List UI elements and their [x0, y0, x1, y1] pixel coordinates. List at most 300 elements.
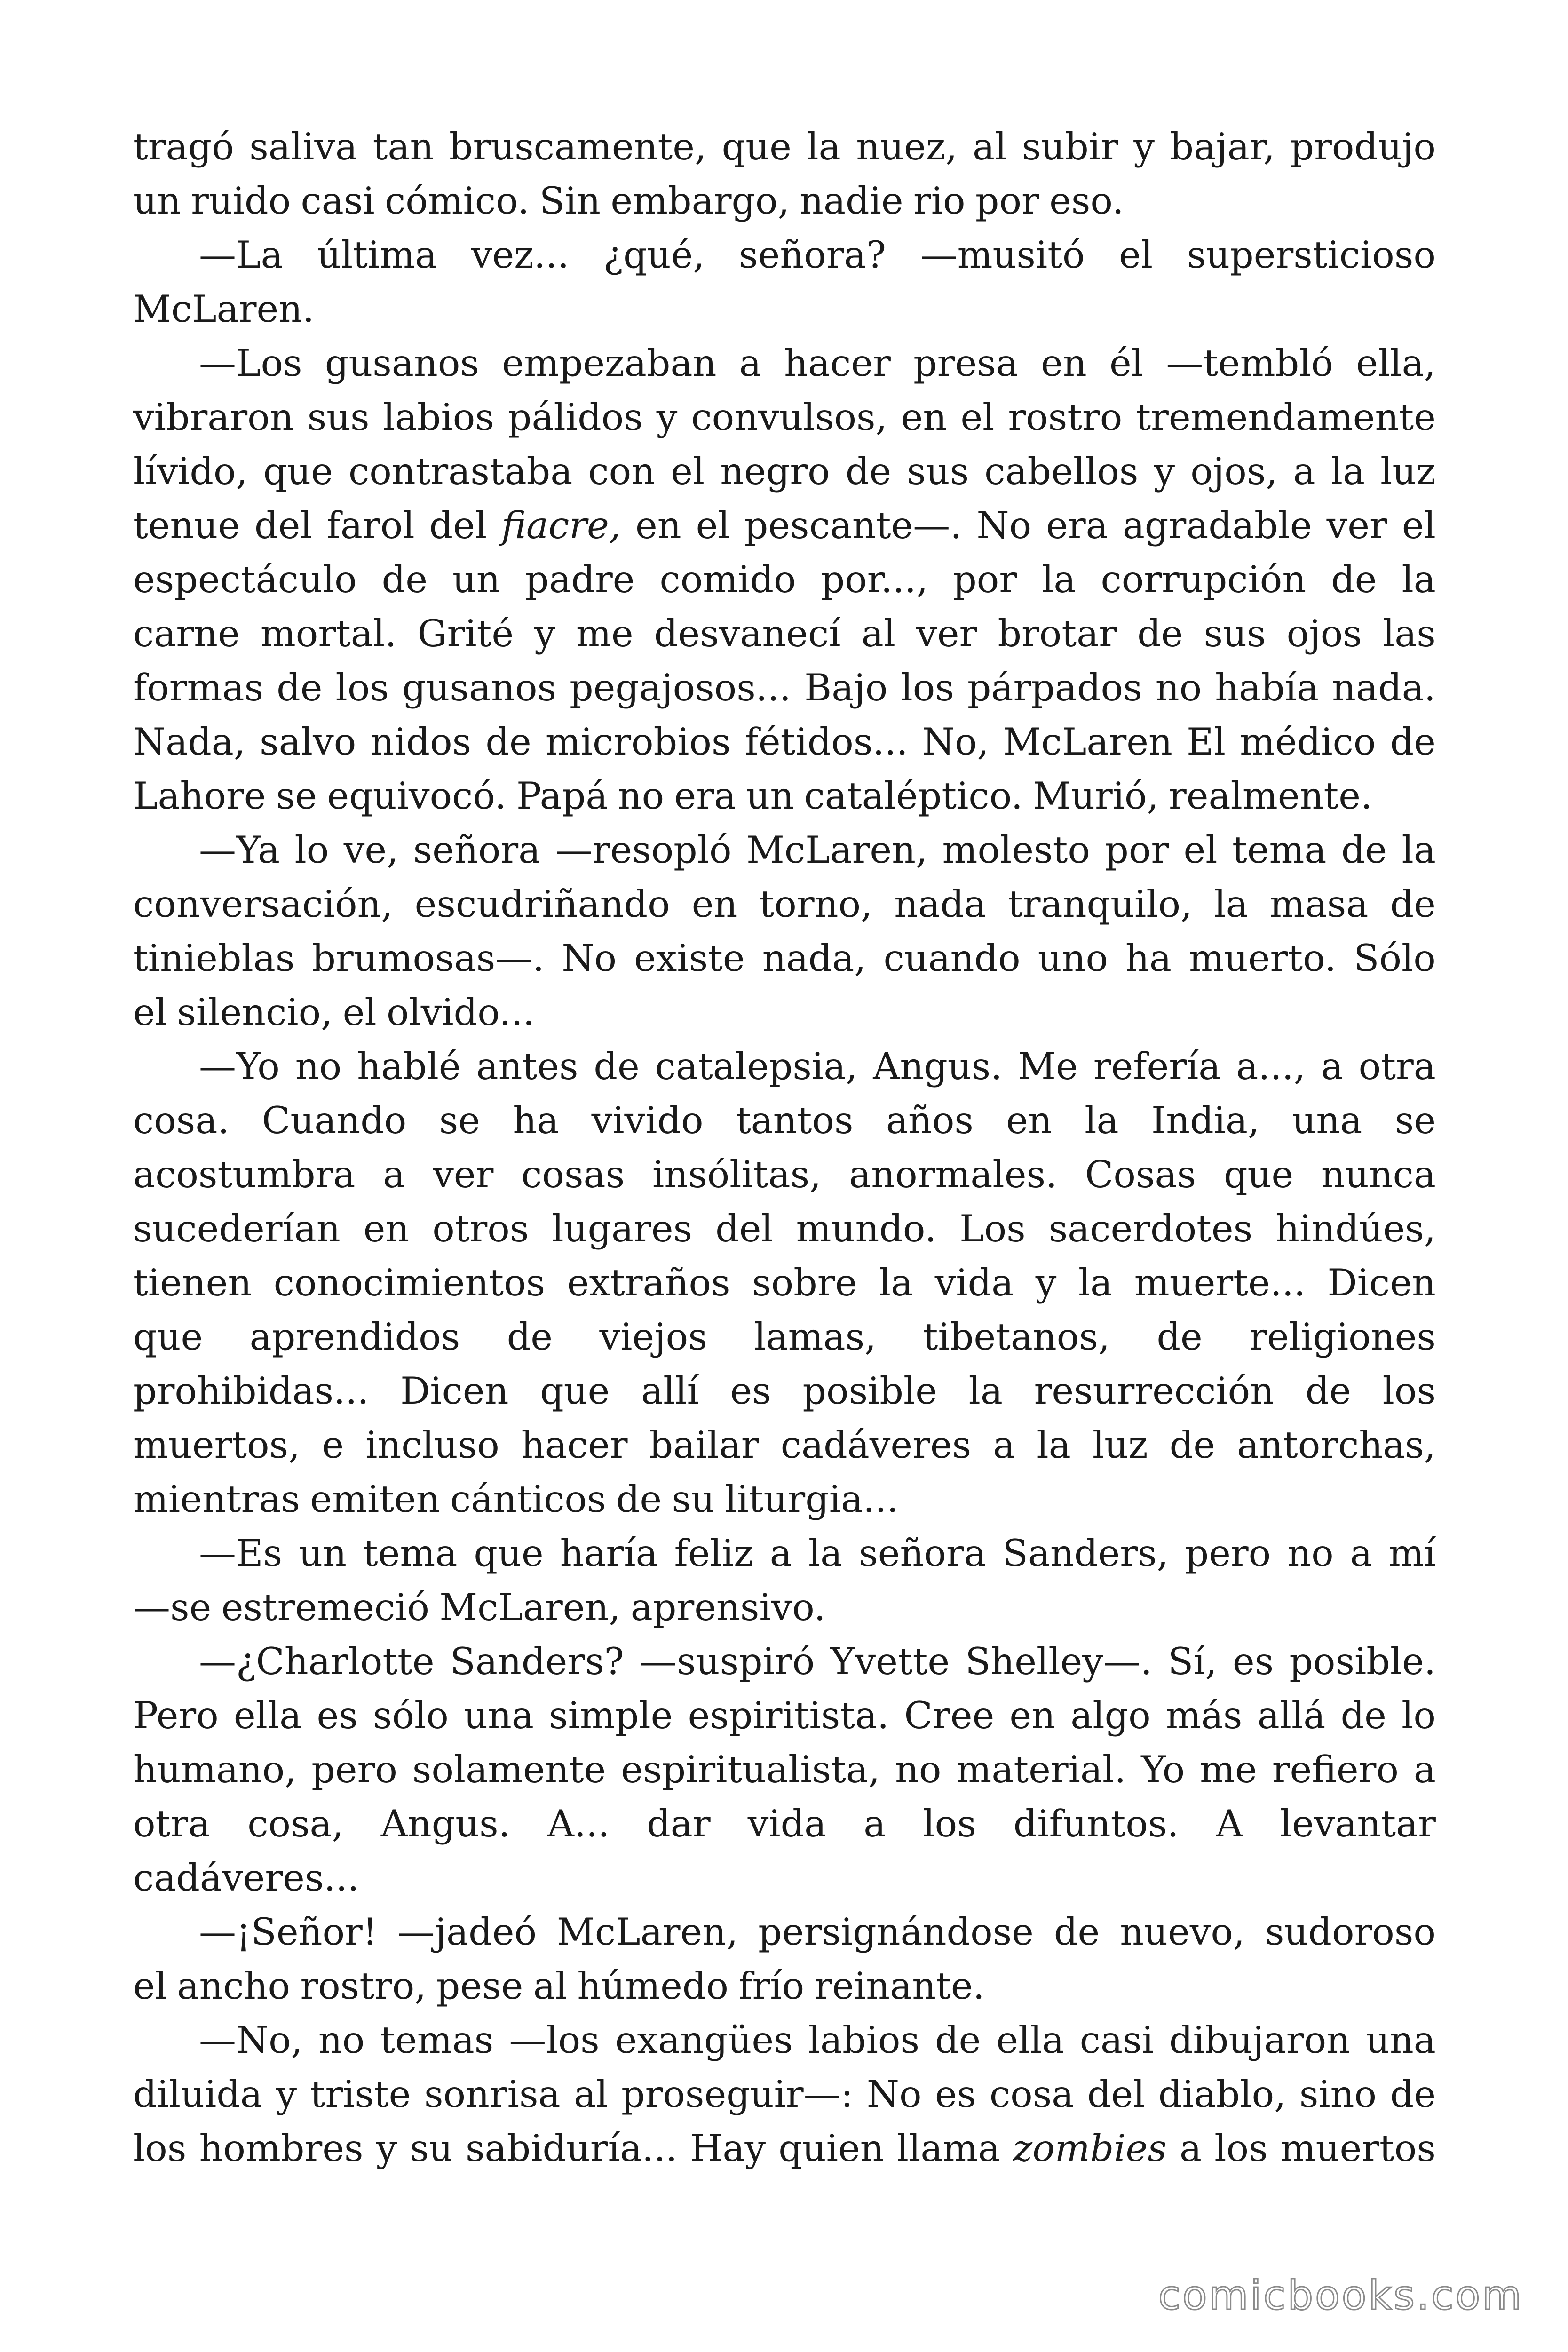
word: a — [863, 1802, 886, 1845]
word: a — [1293, 450, 1315, 493]
word: y — [376, 2127, 397, 2170]
word: el — [342, 991, 377, 1034]
word: —Yo — [199, 1045, 280, 1088]
word: farol — [326, 504, 415, 547]
text-line — [133, 2067, 1436, 2122]
word: la — [1037, 1423, 1071, 1467]
word: que — [1223, 1153, 1294, 1196]
word: luz — [1092, 1423, 1148, 1467]
text-line — [133, 1310, 1436, 1364]
word: conversación, — [133, 882, 393, 926]
word: Me — [1018, 1045, 1078, 1088]
word: —resopló — [555, 828, 732, 872]
word: material. — [956, 1748, 1126, 1791]
text-line — [133, 1202, 1436, 1256]
word: Hay — [690, 2127, 766, 2170]
text-line — [133, 1581, 1436, 1635]
word: cosa. — [133, 1099, 230, 1142]
text-line — [133, 985, 1436, 1040]
word: —suspiró — [640, 1640, 815, 1683]
word: allá — [1257, 1694, 1326, 1737]
word: —se — [133, 1586, 212, 1629]
word: lo — [1402, 1694, 1436, 1737]
text-line — [133, 1905, 1436, 1959]
word: quien — [778, 2127, 884, 2170]
text-line — [133, 1040, 1436, 1094]
word: escudriñando — [414, 882, 670, 926]
word: catalepsia, — [655, 1045, 858, 1088]
word: triste — [310, 2073, 411, 2116]
text-line — [133, 1797, 1436, 1851]
word: no — [618, 774, 665, 818]
word: algo — [1070, 1694, 1151, 1737]
word: de — [1331, 558, 1377, 601]
word: conocimientos — [273, 1261, 546, 1304]
word: médico — [1240, 720, 1376, 763]
word: olvido... — [386, 991, 535, 1034]
word: ojos — [1286, 612, 1362, 655]
word: pescante—. — [744, 504, 962, 547]
word: padre — [525, 558, 635, 601]
word: no — [318, 2018, 365, 2062]
word: nuez, — [856, 125, 958, 168]
word: cuando — [883, 937, 1021, 980]
word: era — [1046, 504, 1108, 547]
word: lo — [294, 828, 329, 872]
text-line — [133, 661, 1436, 715]
word: tienen — [133, 1261, 252, 1304]
word: No — [976, 504, 1032, 547]
text-line — [133, 1256, 1436, 1310]
word: sucederían — [133, 1207, 341, 1250]
text-line — [133, 2013, 1436, 2067]
word: —Es — [199, 1532, 283, 1575]
word: McLaren — [1003, 720, 1172, 763]
word: —¿Charlotte — [199, 1640, 435, 1683]
word: El — [1187, 720, 1226, 763]
word: sobre — [752, 1261, 857, 1304]
word: convulsos, — [691, 396, 887, 439]
word: diablo, — [1158, 2073, 1286, 2116]
word: de — [277, 666, 323, 709]
word: por — [953, 558, 1017, 601]
word: hindúes, — [1275, 1207, 1436, 1250]
word: la — [879, 1261, 913, 1304]
word: carne — [133, 612, 240, 655]
word: ver — [916, 612, 977, 655]
word: exangües — [615, 2018, 793, 2062]
word: lugares — [552, 1207, 693, 1250]
word: Sanders? — [450, 1640, 624, 1683]
word: tinieblas — [133, 937, 295, 980]
word: de — [616, 1478, 662, 1521]
word: y — [1035, 1261, 1057, 1304]
word: ella, — [1356, 342, 1436, 385]
word: un — [299, 1532, 347, 1575]
word: Bajo — [804, 666, 888, 709]
word: y — [656, 396, 678, 439]
word: tibetanos, — [923, 1315, 1110, 1359]
word: que — [540, 1369, 610, 1413]
word: Murió, — [1033, 774, 1159, 818]
word: Los — [959, 1207, 1026, 1250]
word: al — [574, 2073, 608, 2116]
word: espectáculo — [133, 558, 357, 601]
word: los — [923, 1802, 976, 1845]
word: los — [1214, 2127, 1268, 2170]
word: en — [363, 1207, 410, 1250]
watermark: comicbooks.com — [1158, 2272, 1523, 2319]
word: con — [588, 450, 656, 493]
word: supersticioso — [1187, 233, 1436, 277]
text-line — [133, 174, 1436, 228]
word: párpados — [967, 666, 1142, 709]
word: mientras — [133, 1478, 300, 1521]
word: tragó — [133, 125, 234, 168]
word: Dicen — [1327, 1261, 1436, 1304]
word: —No, — [199, 2018, 303, 2062]
word: a — [769, 1532, 792, 1575]
word: pálidos — [507, 396, 643, 439]
word: solamente — [412, 1748, 606, 1791]
word: de — [507, 1315, 553, 1359]
text-line — [133, 1959, 1436, 2013]
word: cadáveres... — [133, 1856, 359, 1899]
word: emiten — [310, 1478, 440, 1521]
word: ancho — [177, 1964, 291, 2008]
word: corrupción — [1101, 558, 1307, 601]
word: persignándose — [758, 1910, 1034, 1954]
word: su — [410, 2127, 453, 2170]
word: que — [474, 1532, 544, 1575]
text-line — [133, 1094, 1436, 1148]
text-line — [133, 1472, 1436, 1526]
word: un — [133, 179, 181, 222]
word: Pero — [133, 1694, 219, 1737]
word: dar — [647, 1802, 711, 1845]
word: muertos, — [133, 1423, 301, 1467]
word: ella — [996, 2018, 1064, 2062]
page-text — [133, 120, 1436, 2176]
text-line — [133, 769, 1436, 823]
word: hablé — [357, 1045, 461, 1088]
word: y — [534, 612, 555, 655]
word: el — [133, 1964, 167, 2008]
word: a — [993, 1423, 1015, 1467]
text-line — [133, 445, 1436, 499]
word: de — [1156, 1315, 1203, 1359]
word: Cree — [904, 1694, 995, 1737]
word: desvanecí — [654, 612, 841, 655]
word: frío — [738, 1964, 805, 2008]
word: al — [861, 612, 896, 655]
word: espiritualista, — [621, 1748, 880, 1791]
word: tenue — [133, 504, 240, 547]
word: rostro, — [300, 1964, 427, 2008]
word: ver — [433, 1153, 494, 1196]
word: —La — [199, 233, 283, 277]
word: posible — [802, 1369, 937, 1413]
word: mortal. — [260, 612, 397, 655]
word: por — [975, 179, 1039, 222]
word: liturgia... — [725, 1478, 899, 1521]
word: refería — [1093, 1045, 1221, 1088]
word: Cuando — [261, 1099, 407, 1142]
word: estremeció — [221, 1586, 429, 1629]
text-line — [133, 390, 1436, 445]
word: pero — [1185, 1532, 1271, 1575]
word: nadie — [800, 179, 903, 222]
word: de — [1340, 1694, 1386, 1737]
word: de — [1341, 828, 1387, 872]
word: e — [322, 1423, 344, 1467]
word: el — [133, 991, 167, 1034]
word: religiones — [1249, 1315, 1436, 1359]
word: labios — [383, 396, 494, 439]
word: sus — [907, 450, 969, 493]
word: más — [1165, 1694, 1243, 1737]
text-line — [133, 1851, 1436, 1905]
word: —los — [509, 2018, 600, 2062]
word: —musitó — [920, 233, 1085, 277]
word: ha — [513, 1099, 559, 1142]
word: la — [1402, 558, 1436, 601]
word: rio — [913, 179, 966, 222]
text-line — [133, 1418, 1436, 1472]
word: Angus. — [873, 1045, 1003, 1088]
word: no — [295, 1045, 342, 1088]
word: empezaban — [502, 342, 717, 385]
word: en — [1006, 1099, 1052, 1142]
word: sino — [1299, 2073, 1377, 2116]
word: Papá — [516, 774, 608, 818]
word: un — [452, 558, 500, 601]
word: prohibidas... — [133, 1369, 369, 1413]
word: vez... — [471, 233, 570, 277]
word: del — [254, 504, 312, 547]
word: vibraron — [133, 396, 294, 439]
word: tan — [372, 125, 434, 168]
word: antes — [476, 1045, 578, 1088]
word: ha — [1125, 937, 1172, 980]
text-line — [133, 1526, 1436, 1581]
word: nidos — [370, 720, 472, 763]
word: cosa, — [247, 1802, 344, 1845]
word: el — [671, 450, 705, 493]
word: de — [1137, 612, 1183, 655]
word: cómico. — [384, 179, 530, 222]
word: los — [335, 666, 389, 709]
word: sólo — [372, 1694, 449, 1737]
word: difuntos. — [1013, 1802, 1179, 1845]
word: era — [674, 774, 736, 818]
word: a..., — [1236, 1045, 1306, 1088]
text-line — [133, 228, 1436, 282]
word: sabiduría... — [465, 2127, 678, 2170]
word: que — [721, 125, 792, 168]
word: húmedo — [577, 1964, 729, 2008]
word: cosas — [521, 1153, 625, 1196]
word: bajar, — [1170, 125, 1275, 168]
text-line — [133, 1364, 1436, 1418]
text-line — [133, 1743, 1436, 1797]
word: No, — [922, 720, 989, 763]
word: zombies — [1013, 2127, 1167, 2170]
word: microbios — [545, 720, 731, 763]
word: el — [696, 504, 730, 547]
word: Nada, — [133, 720, 246, 763]
word: proseguir—: — [621, 2073, 854, 2116]
word: muerte... — [1134, 1261, 1306, 1304]
word: masa — [1269, 882, 1369, 926]
word: molesto — [942, 828, 1090, 872]
word: incluso — [365, 1423, 499, 1467]
word: no — [1155, 666, 1202, 709]
word: refiero — [1272, 1748, 1399, 1791]
word: se — [276, 774, 317, 818]
word: que — [263, 450, 333, 493]
word: McLaren, — [557, 1910, 738, 1954]
word: el — [1119, 233, 1153, 277]
word: Sí, — [1168, 1640, 1217, 1683]
word: de — [594, 1045, 640, 1088]
word: viejos — [599, 1315, 707, 1359]
word: Lahore — [133, 774, 266, 818]
word: una — [1366, 2018, 1436, 2062]
word: una — [1292, 1099, 1362, 1142]
word: vida — [747, 1802, 827, 1845]
word: de — [1053, 1910, 1100, 1954]
word: bruscamente, — [449, 125, 707, 168]
word: última — [317, 233, 437, 277]
word: por — [1105, 828, 1169, 872]
word: —Los — [199, 342, 302, 385]
word: McLaren. — [133, 287, 315, 331]
word: y — [276, 2073, 297, 2116]
word: que — [133, 1315, 203, 1359]
word: tranquilo, — [1008, 882, 1193, 926]
word: en — [1041, 342, 1087, 385]
word: produjo — [1290, 125, 1436, 168]
word: años — [886, 1099, 974, 1142]
word: de — [381, 558, 428, 601]
word: aprensivo. — [630, 1586, 826, 1629]
word: levantar — [1280, 1802, 1436, 1845]
word: una — [464, 1694, 534, 1737]
word: nada — [894, 882, 986, 926]
word: aprendidos — [249, 1315, 460, 1359]
word: por..., — [821, 558, 928, 601]
word: hacer — [784, 342, 891, 385]
word: no — [895, 1748, 942, 1791]
word: Yvette — [830, 1640, 950, 1683]
word: se — [439, 1099, 480, 1142]
word: hacer — [521, 1423, 628, 1467]
word: de — [1169, 1423, 1215, 1467]
text-line — [133, 823, 1436, 877]
word: nada, — [762, 937, 866, 980]
word: pegajosos... — [570, 666, 792, 709]
word: presa — [913, 342, 1018, 385]
word: dibujaron — [1169, 2018, 1351, 2062]
word: otra — [1358, 1045, 1436, 1088]
word: a — [739, 342, 761, 385]
word: me — [576, 612, 634, 655]
word: en — [901, 396, 947, 439]
word: acostumbra — [133, 1153, 356, 1196]
word: existe — [634, 937, 745, 980]
word: la — [807, 125, 841, 168]
word: Shelley—. — [965, 1640, 1153, 1683]
word: la — [1402, 828, 1436, 872]
text-line — [133, 877, 1436, 931]
word: ella — [233, 1694, 302, 1737]
word: insólitas, — [652, 1153, 822, 1196]
word: sus — [307, 396, 370, 439]
word: de — [935, 2018, 981, 2062]
word: y — [1154, 450, 1175, 493]
word: de — [1390, 882, 1436, 926]
word: agradable — [1122, 504, 1312, 547]
word: a — [1179, 2127, 1202, 2170]
word: de — [485, 720, 531, 763]
word: los — [901, 666, 954, 709]
word: espiritista. — [688, 1694, 889, 1737]
word: cataléptico. — [804, 774, 1023, 818]
word: llama — [896, 2127, 1000, 2170]
word: A — [1216, 1802, 1243, 1845]
word: es — [317, 1694, 358, 1737]
word: uno — [1037, 937, 1109, 980]
word: de — [1390, 2073, 1436, 2116]
word: haría — [560, 1532, 658, 1575]
word: en — [635, 504, 681, 547]
word: vida — [934, 1261, 1014, 1304]
word: fétidos... — [744, 720, 908, 763]
word: no — [1287, 1532, 1334, 1575]
word: me — [1200, 1748, 1257, 1791]
word: A... — [547, 1802, 610, 1845]
word: silencio, — [177, 991, 333, 1034]
word: muertos — [1280, 2127, 1436, 2170]
word: tremendamente — [1136, 396, 1436, 439]
word: torno, — [759, 882, 873, 926]
word: allí — [641, 1369, 699, 1413]
word: las — [1382, 612, 1436, 655]
word: reinante. — [814, 1964, 985, 2008]
word: sacerdotes — [1048, 1207, 1253, 1250]
word: nunca — [1321, 1153, 1436, 1196]
word: del — [715, 1207, 773, 1250]
word: ¿qué, — [603, 233, 705, 277]
word: muerto. — [1189, 937, 1337, 980]
word: y — [1133, 125, 1155, 168]
text-line — [133, 715, 1436, 769]
text-line — [133, 120, 1436, 174]
word: anormales. — [849, 1153, 1058, 1196]
word: gusanos — [325, 342, 479, 385]
word: brotar — [998, 612, 1117, 655]
word: Yo — [1141, 1748, 1185, 1791]
word: cánticos — [450, 1478, 606, 1521]
word: señora — [413, 828, 541, 872]
text-line — [133, 931, 1436, 985]
word: Sin — [539, 179, 601, 222]
word: India, — [1151, 1099, 1260, 1142]
word: sus — [1204, 612, 1266, 655]
word: feliz — [674, 1532, 753, 1575]
word: la — [1085, 1099, 1119, 1142]
